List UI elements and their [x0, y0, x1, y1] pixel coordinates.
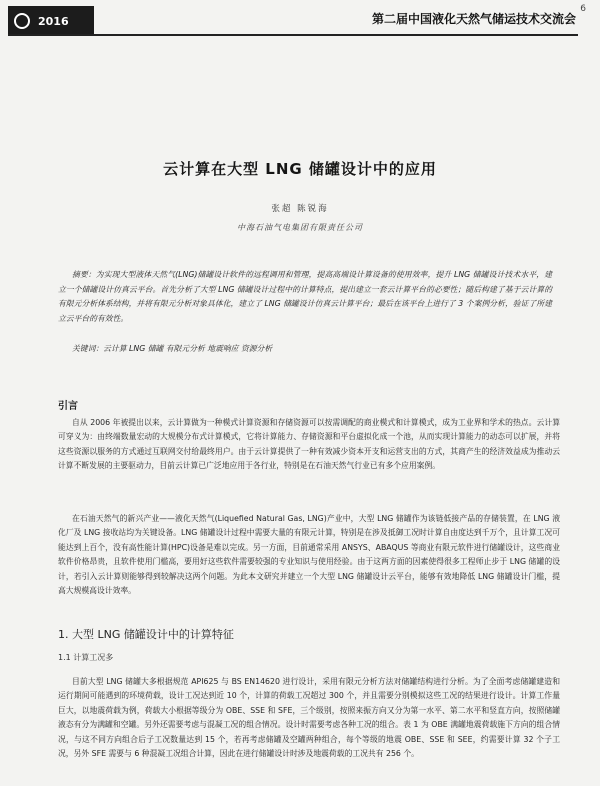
- conference-title: 第二届中国液化天然气储运技术交流会: [371, 12, 576, 26]
- year-badge-text: 2016: [38, 14, 69, 28]
- section-1-1-heading: 1.1 计算工况多: [58, 653, 114, 662]
- intro-paragraph-1: 自从 2006 年被提出以来，云计算做为一种模式计算资源和存储资源可以按需调配的商业模式和计算模式，成为工业界和学术的热点。云计算可穿义为：由终端数量宏动的大规模分布式计算模式，它将计算能力、存储资源和平台虚拟化成一个池，从而实现计算能力的动态可以扩展，并将这些资源以服务的方式通过互联网交付给最终用户。由于云计算提供了一种有效减少资本开支和运营支出的方式，其商产生的经济效益成为推动云计算不断发展的主要驱动力，目前云计算已广泛地应用于各行业，特别是在石油天然气行业已有多个应用案例。: [58, 418, 560, 471]
- section-1-1-paragraph: 目前大型 LNG 储罐大多根据规范 API625 与 BS EN14620 进行设计，采用有限元分析方法对储罐结构进行分析。为了全面考虑储罐建造和运行期间可能遇到的环境荷载，设计工况达到近 10 个，计算的荷载工况超过 300 个，并且需要分别模拟这些工况的结果进行设计。计算工作量巨大，以地震荷载为例，荷载大小根据等级分为 OBE、SSE 和 SFE，三个级别，按照来振方向又分为第一水平、第二水平和竖直方向，按照储罐液态有分为满罐和空罐。另外还需要考虑与混凝工况的组合情况。设计时需要考虑各种工况的组合。表 1 为 OBE 满罐地震荷载施下方向的组合情况，与这不同方向组合后子工况数量达到 15 个，若再考虑储罐及空罐两种组合，每个等级的地震 OBE、SSE 和 SEE，约需要计算 32 个子工况，另外 SFE 需要与 6 种混凝工况组合计算，因此在进行储罐设计时涉及地震荷载的工况共有 256 个。: [58, 677, 560, 759]
- page-number: 6: [580, 4, 586, 14]
- paper-keywords: 关键词：云计算 LNG 储罐 有限元分析 地震响应 资源分析: [72, 344, 273, 353]
- intro-paragraph-2: 在石油天然气的新兴产业——液化天然气(Liquefied Natural Gas, LNG)产业中，大型 LNG 储罐作为该链低接产品的存储装置，在 LNG 液化厂及 LNG 接收站均为关键设备。LNG 储罐设计过程中需要大量的有限元计算，特别是在涉及抵御工况时计算自由度达到千万个，且计算工况可能达到上百个，没有高性能计算(HPC)设备是难以完成。另一方面，目前通常采用 ANSYS、ABAQUS 等商业有限元软件进行储罐设计，这些商业软件价格昂贵，且软件使用门槛高，要用好这些软件需要较强的专业知识与使用经验。由于这两方面的因素使得很多工程师止步于 LNG 储罐的设计，若引入云计算则能够得到较解决这两个问题。为此本文研究并建立一个大型 LNG 储罐设计云平台，能够有效地降低 LNG 储罐设计门槛，提高大规模高设计效率。: [58, 514, 560, 596]
- conference-logo-icon: [14, 13, 30, 29]
- paper-affiliation: 中海石油气电集团有限责任公司: [237, 223, 363, 232]
- header-rule: [8, 34, 578, 36]
- year-badge: [8, 6, 94, 36]
- paper-title: 云计算在大型 LNG 储罐设计中的应用: [163, 160, 437, 178]
- intro-heading: 引言: [58, 401, 78, 412]
- paper-authors: 张超 陈锐海: [271, 204, 329, 214]
- paper-abstract: 摘要：为实现大型液体天然气(LNG)储罐设计软件的远程调用和管理，提高高端设计算设备的使用效率，提升 LNG 储罐设计技术水平，建立一个储罐设计仿真云平台。首先分析了大型 LNG 储罐设计过程中的计算特点，提出建立一套云计算平台的必要性；随后构建了基于云计算的有限元分析体系结构，并将有限元分析对象具体化，建立了 LNG 储罐设计仿真云计算平台；最后在该平台上进行了 3 个案例分析，验证了所建立云平台的有效性。: [58, 270, 552, 323]
- section-1-heading: 1. 大型 LNG 储罐设计中的计算特征: [58, 628, 234, 641]
